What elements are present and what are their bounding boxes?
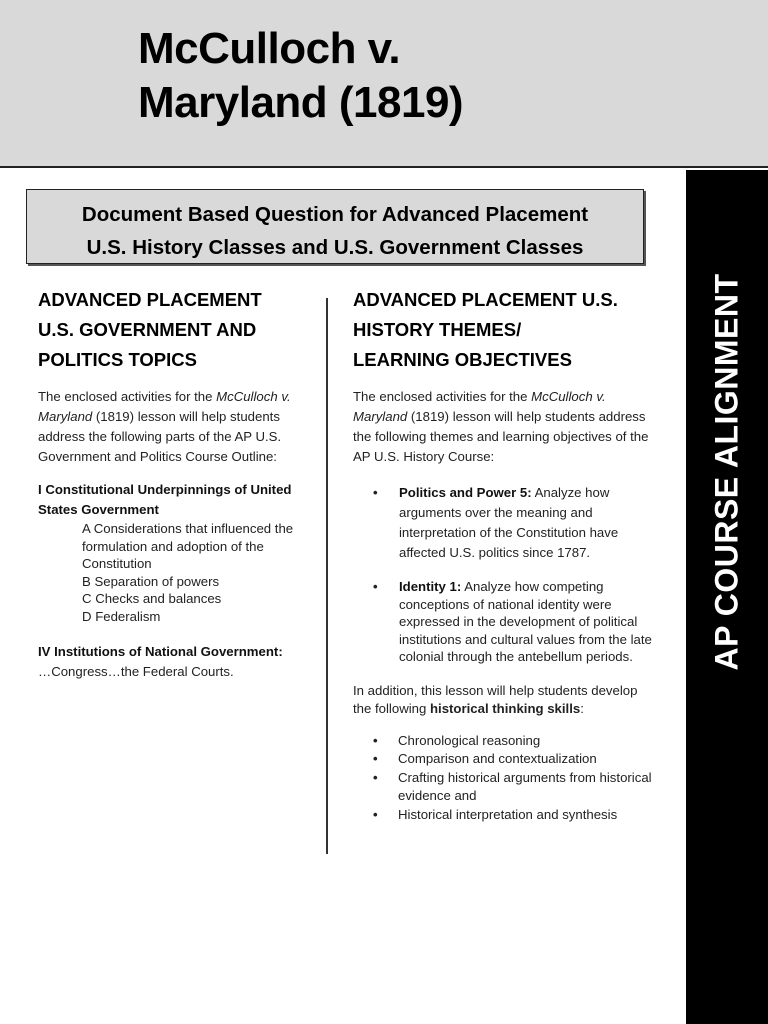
outline-heading-2: IV Institutions of National Government: bbox=[38, 644, 283, 659]
skill-text: Chronological reasoning bbox=[398, 732, 541, 748]
skill-text: Historical interpretation and synthesis bbox=[398, 806, 618, 822]
theme-label: Politics and Power 5: bbox=[399, 485, 532, 500]
bullet-icon: • bbox=[373, 579, 378, 594]
left-intro-post: (1819) lesson will help students address the following parts of the AP U.S. Government and Politics Course Outline: bbox=[38, 409, 282, 464]
skills-intro-bold: historical thinking skills bbox=[429, 701, 581, 716]
outline-item: B Separation of powers bbox=[82, 573, 220, 589]
skill-text: Crafting historical arguments from historical evidence and bbox=[398, 769, 652, 804]
right-intro-paragraph bbox=[353, 387, 653, 467]
right-heading-line-3: LEARNING OBJECTIVES bbox=[353, 349, 572, 370]
skills-intro-pre: In addition, this lesson will help students develop the following bbox=[353, 682, 638, 716]
bullet-icon: • bbox=[373, 769, 378, 785]
outline-list-1 bbox=[38, 520, 308, 625]
title-line-2: Maryland (1819) bbox=[138, 78, 464, 127]
outline-item: A Considerations that influenced the formulation and adoption of the Constitution bbox=[82, 521, 294, 571]
skills-intro bbox=[353, 682, 653, 719]
skill-item bbox=[353, 750, 653, 769]
right-intro-case-name: McCulloch v. Maryland bbox=[353, 389, 606, 424]
dbq-subtitle-box bbox=[26, 189, 644, 264]
outline-item: D Federalism bbox=[82, 608, 161, 624]
bullet-icon: • bbox=[373, 806, 378, 822]
header-band bbox=[0, 0, 768, 168]
right-heading-line-2: HISTORY THEMES/ bbox=[353, 319, 522, 340]
dbq-line-1: Document Based Question for Advanced Placement bbox=[81, 203, 589, 226]
right-intro-post: (1819) lesson will help students address the following themes and learning objectives of the AP U.S. History Course: bbox=[353, 409, 649, 464]
skill-item bbox=[353, 769, 653, 806]
page-title bbox=[138, 22, 698, 130]
theme-item bbox=[353, 578, 653, 666]
skill-text: Comparison and contextualization bbox=[398, 751, 597, 767]
skills-intro-post: : bbox=[580, 701, 584, 716]
left-column bbox=[38, 285, 308, 682]
left-heading-line-1: ADVANCED PLACEMENT bbox=[38, 289, 262, 310]
side-banner-label: AP COURSE ALIGNMENT bbox=[708, 273, 745, 671]
bullet-icon: • bbox=[373, 732, 378, 748]
theme-text: Analyze how arguments over the meaning and interpretation of the Constitution have affected U.S. politics since 1787. bbox=[399, 485, 619, 560]
theme-label: Identity 1: bbox=[399, 579, 462, 594]
left-heading bbox=[38, 285, 308, 375]
left-heading-line-3: POLITICS TOPICS bbox=[38, 349, 197, 370]
left-heading-line-2: U.S. GOVERNMENT AND bbox=[38, 319, 257, 340]
column-divider bbox=[326, 298, 328, 854]
left-intro-paragraph bbox=[38, 387, 308, 467]
bullet-icon: • bbox=[373, 485, 378, 500]
bullet-icon: • bbox=[373, 751, 378, 767]
right-column bbox=[353, 285, 653, 824]
theme-item bbox=[353, 483, 653, 563]
themes-list bbox=[353, 483, 653, 666]
left-intro-case-name: McCulloch v. Maryland bbox=[38, 389, 291, 424]
outline-2-text: …Congress…the Federal Courts. bbox=[38, 664, 234, 679]
theme-text: Analyze how competing conceptions of national identity were expressed in the development of political institutions and cultural values from the late colonial through the antebellum periods. bbox=[399, 579, 652, 664]
right-heading bbox=[353, 285, 653, 375]
left-intro-pre: The enclosed activities for the bbox=[38, 389, 217, 404]
skill-item bbox=[353, 732, 653, 751]
skills-list bbox=[353, 732, 653, 825]
right-heading-line-1: ADVANCED PLACEMENT U.S. bbox=[353, 289, 618, 310]
outline-item: C Checks and balances bbox=[82, 591, 222, 606]
skill-item bbox=[353, 806, 653, 825]
outline-heading-1: I Constitutional Underpinnings of United States Government bbox=[38, 482, 292, 517]
right-intro-pre: The enclosed activities for the bbox=[353, 389, 532, 404]
title-line-1: McCulloch v. bbox=[138, 24, 401, 73]
dbq-line-2: U.S. History Classes and U.S. Government Classes bbox=[86, 236, 584, 259]
